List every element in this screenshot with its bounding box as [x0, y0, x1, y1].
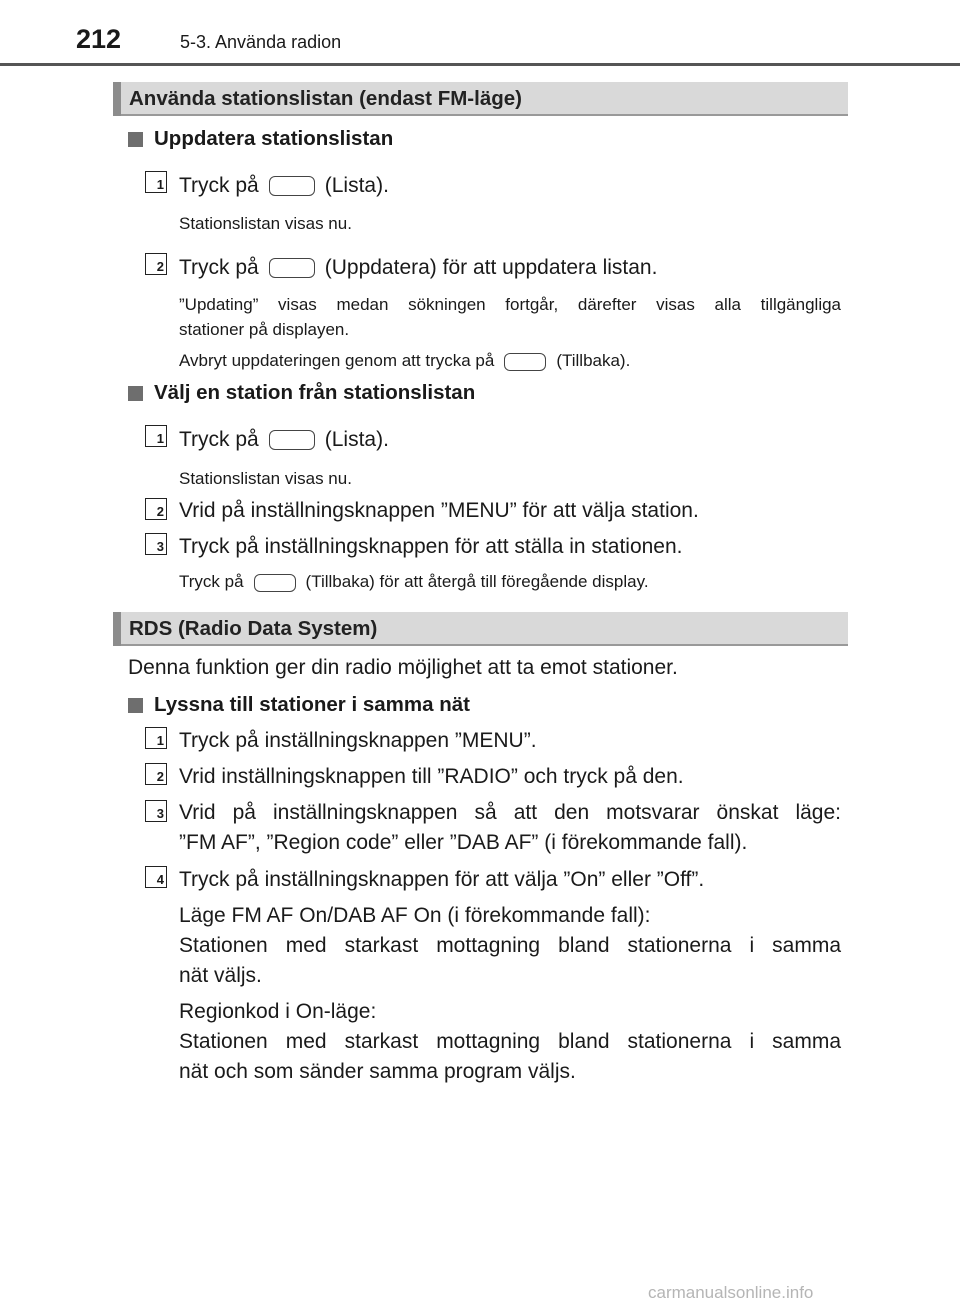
step-note: Tryck på (Tillbaka) för att återgå till föregående display.: [179, 572, 649, 591]
section-heading-rds: [113, 612, 848, 646]
step-number-badge: 2: [145, 498, 167, 520]
header-divider: [0, 63, 960, 66]
subheading-select-station: [128, 381, 475, 405]
body-paragraph: Stationen med starkast mottagning bland stationerna i samma: [179, 934, 841, 957]
list-button-icon: [269, 430, 315, 450]
chapter-title: 5-3. Använda radion: [180, 32, 342, 52]
step-note: ”Updating” visas medan sökningen fortgår, därefter visas alla tillgängliga: [179, 295, 841, 314]
step-text: Tryck på (Lista).: [179, 428, 389, 451]
body-paragraph: nät och som sänder samma program väljs.: [179, 1060, 576, 1083]
page-number: 212: [76, 24, 122, 54]
step-text: Tryck på (Uppdatera) för att uppdatera listan.: [179, 256, 658, 279]
step-text: Vrid på inställningsknappen så att den motsvarar önskat läge:: [179, 801, 841, 824]
subheading-text: Välj en station från stationslistan: [154, 381, 476, 404]
step-note: Avbryt uppdateringen genom att trycka på (Tillbaka).: [179, 351, 631, 370]
step-number-badge: 3: [145, 533, 167, 555]
subheading-same-network: [128, 693, 470, 717]
section-title: Använda stationslistan (endast FM-läge): [129, 87, 522, 110]
step-number-badge: 4: [145, 866, 167, 888]
intro-paragraph: Denna funktion ger din radio möjlighet att ta emot stationer.: [128, 656, 678, 679]
step-number-badge: 3: [145, 800, 167, 822]
step-number-badge: 2: [145, 763, 167, 785]
body-paragraph: Regionkod i On-läge:: [179, 1000, 377, 1023]
step-text: Tryck på (Lista).: [179, 174, 389, 197]
step-text: Tryck på inställningsknappen ”MENU”.: [179, 729, 537, 752]
subheading-text: Uppdatera stationslistan: [154, 127, 394, 150]
subheading-text: Lyssna till stationer i samma nät: [154, 693, 470, 716]
back-button-icon: [254, 574, 296, 592]
body-paragraph: Stationen med starkast mottagning bland stationerna i samma: [179, 1030, 841, 1053]
back-button-icon: [504, 353, 546, 371]
square-bullet-icon: [128, 132, 143, 147]
step-number-badge: 1: [145, 727, 167, 749]
step-number-badge: 1: [145, 425, 167, 447]
body-paragraph: nät väljs.: [179, 964, 262, 987]
body-paragraph: Läge FM AF On/DAB AF On (i förekommande fall):: [179, 904, 651, 927]
list-button-icon: [269, 176, 315, 196]
step-note: stationer på displayen.: [179, 320, 350, 339]
square-bullet-icon: [128, 386, 143, 401]
step-text: Tryck på inställningsknappen för att välja ”On” eller ”Off”.: [179, 868, 705, 891]
watermark: carmanualsonline.info: [648, 1283, 814, 1302]
update-button-icon: [269, 258, 315, 278]
section-heading-station-list: [113, 82, 848, 116]
step-note: Stationslistan visas nu.: [179, 469, 352, 488]
subheading-update-list: [128, 127, 393, 151]
step-text: Vrid inställningsknappen till ”RADIO” och tryck på den.: [179, 765, 684, 788]
section-title: RDS (Radio Data System): [129, 617, 378, 640]
step-number-badge: 1: [145, 171, 167, 193]
step-text: Tryck på inställningsknappen för att ställa in stationen.: [179, 535, 683, 558]
step-text: Vrid på inställningsknappen ”MENU” för att välja station.: [179, 499, 699, 522]
step-text: ”FM AF”, ”Region code” eller ”DAB AF” (i förekommande fall).: [179, 831, 748, 854]
step-note: Stationslistan visas nu.: [179, 214, 352, 233]
square-bullet-icon: [128, 698, 143, 713]
step-number-badge: 2: [145, 253, 167, 275]
